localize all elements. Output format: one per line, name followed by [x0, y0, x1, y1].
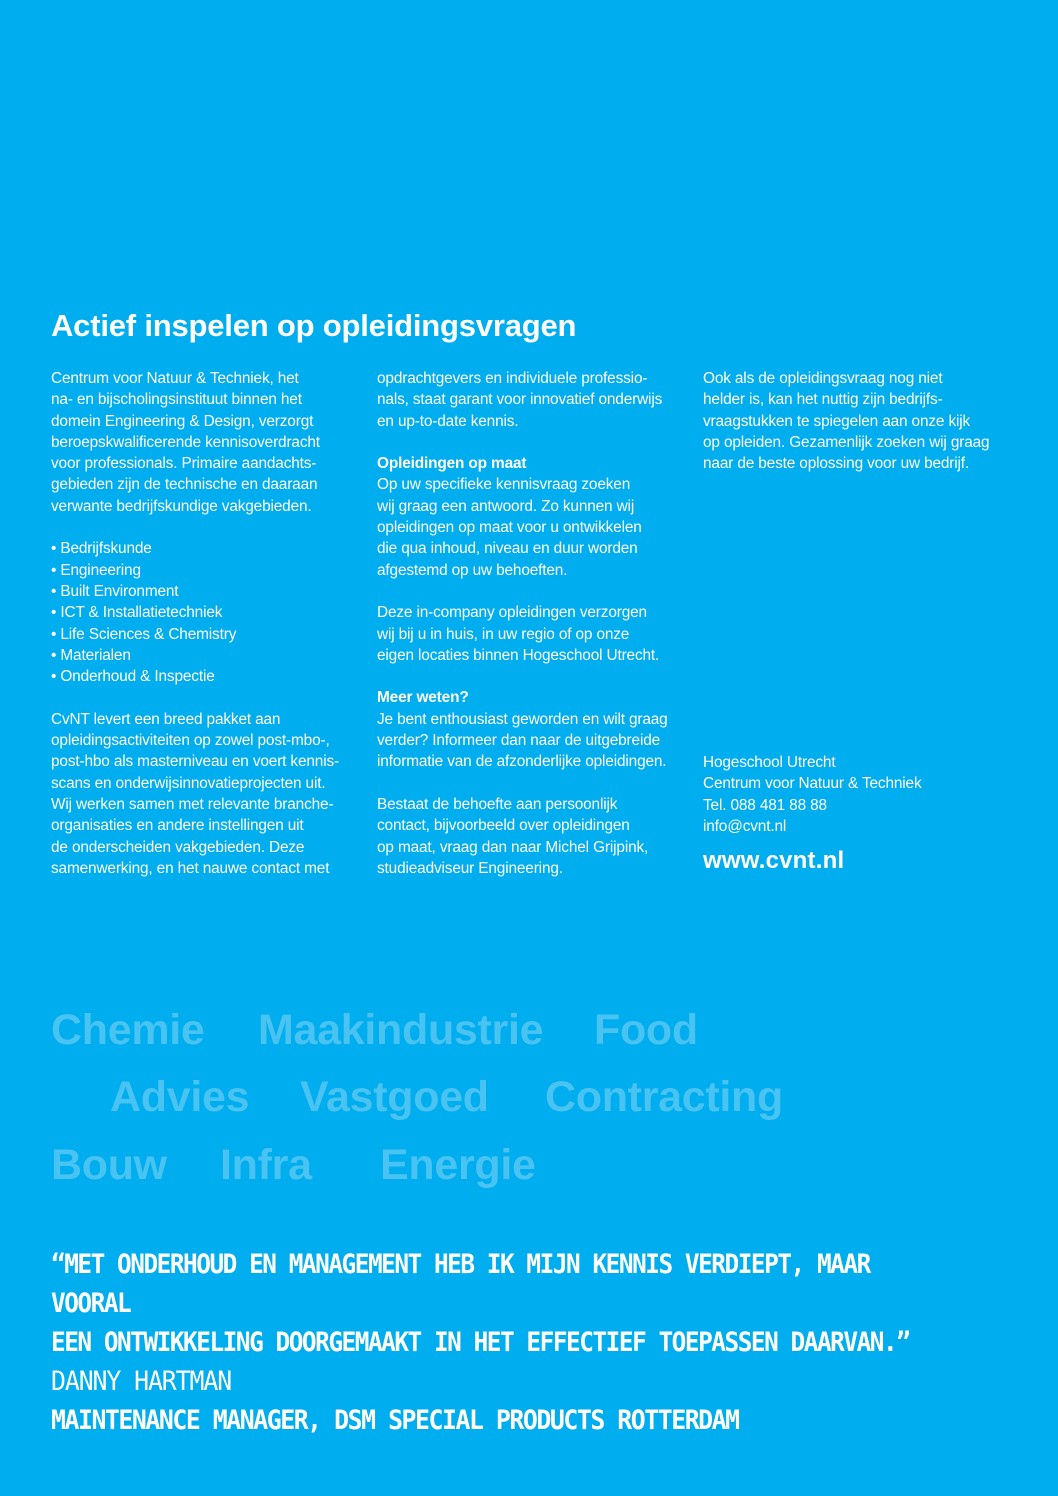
intro-paragraph: Centrum voor Natuur & Techniek, het na- en bijscholingsinstituut binnen het domein Engineering & Design, verzorgt beroepskwalificerende kennisoverdracht voor professionals. Primaire aandachts- gebieden zijn de technische en daaraan verwante bedrijfskundige vakgebieden. [51, 370, 320, 515]
custom-training-paragraph: Op uw specifieke kennisvraag zoeken wij graag een antwoord. Zo kunnen wij opleidingen op maat voor u ontwikkelen die qua inhoud, niveau en duur worden afgestemd op uw behoeften. [377, 476, 642, 579]
contact-paragraph: Bestaat de behoefte aan persoonlijk contact, bijvoorbeeld over opleidingen op maat, vraag dan naar Michel Grijpink, studieadviseur Engineering. [377, 795, 649, 877]
sector-tag: Chemie [51, 1006, 205, 1054]
testimonial-role: MAINTENANCE MANAGER, DSM SPECIAL PRODUCTS ROTTERDAM [51, 1405, 739, 1436]
subheading-custom-training: Opleidingen op maat [377, 455, 527, 473]
sector-tag: Advies [110, 1073, 250, 1121]
fields-list [51, 538, 371, 687]
list-item: • ICT & Installatietechniek [51, 604, 223, 622]
list-item: • Built Environment [51, 582, 179, 600]
sector-tag: Food [594, 1006, 698, 1054]
subheading-more-info: Meer weten? [377, 689, 469, 707]
column-2 [377, 368, 697, 879]
list-item: • Life Sciences & Chemistry [51, 625, 237, 643]
sector-tag: Maakindustrie [258, 1006, 544, 1054]
outro-paragraph: CvNT levert een breed pakket aan opleidingsactiviteiten op zowel post-mbo-, post-hbo als masterniveau en voert kennis- scans en onderwijsinnovatieprojecten uit. Wij werken samen met relevante branche- organisaties en andere instellingen uit de onderscheiden vakgebieden. Deze samenwerking, en het nauwe contact met [51, 710, 339, 877]
testimonial-quote: “MET ONDERHOUD EN MANAGEMENT HEB IK MIJN KENNIS VERDIEPT, MAAR VOORAL EEN ONTWIKKELING DOORGEMAAKT IN HET EFFECTIEF TOEPASSEN DAARVAN.” [51, 1249, 910, 1358]
continued-paragraph: opdrachtgevers en individuele professio- nals, staat garant voor innovatief onderwijs en up-to-date kennis. [377, 370, 663, 430]
list-item: • Onderhoud & Inspectie [51, 668, 215, 686]
section-custom-training [377, 453, 697, 581]
advice-paragraph: Ook als de opleidingsvraag nog niet helder is, kan het nuttig zijn bedrijfs- vraagstukken te spiegelen aan onze kijk op opleiden. Gezamenlijk zoeken wij graag naar de beste oplossing voor uw bedrijf. [703, 370, 990, 473]
website-link[interactable]: www.cvnt.nl [703, 847, 845, 874]
list-item: • Engineering [51, 561, 141, 579]
more-info-paragraph: Je bent enthousiast geworden en wilt graag verder? Informeer dan naar de uitgebreide informatie van de afzonderlijke opleidingen. [377, 710, 668, 771]
sector-tag: Vastgoed [300, 1073, 489, 1121]
column-1 [51, 368, 371, 879]
sector-tag: Contracting [545, 1073, 783, 1121]
sector-tag: Bouw [51, 1141, 167, 1189]
testimonial-author: DANNY HARTMAN [51, 1366, 232, 1397]
contact-block: Hogeschool Utrecht Centrum voor Natuur & Techniek Tel. 088 481 88 88 info@cvnt.nl [703, 754, 922, 835]
list-item: • Materialen [51, 646, 131, 664]
page-heading: Actief inspelen op opleidingsvragen [51, 308, 577, 343]
section-more-info [377, 687, 697, 772]
sector-tag: Infra [220, 1141, 312, 1189]
sector-tag: Energie [380, 1141, 536, 1189]
list-item: • Bedrijfskunde [51, 540, 152, 558]
column-3 [703, 368, 1023, 880]
in-company-paragraph: Deze in-company opleidingen verzorgen wij bij u in huis, in uw regio of op onze eigen locaties binnen Hogeschool Utrecht. [377, 604, 660, 664]
